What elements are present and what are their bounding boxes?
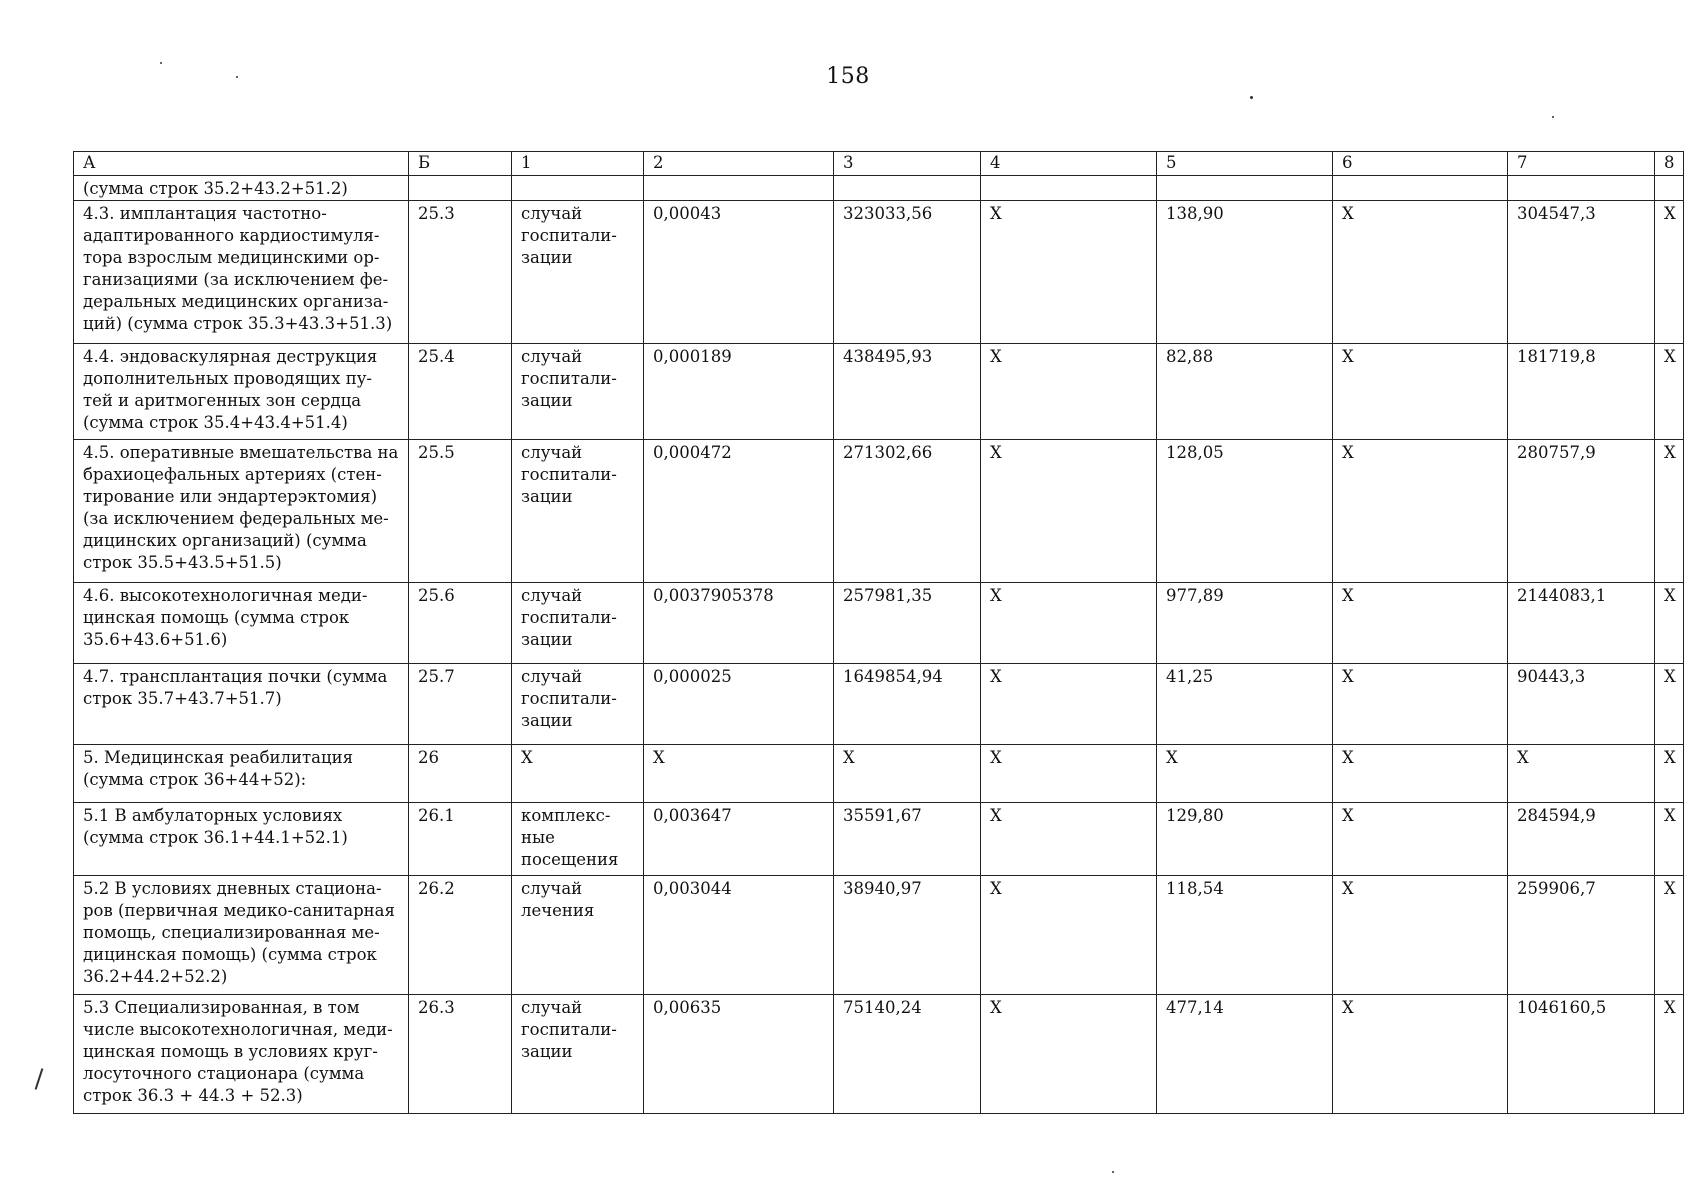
row-value: Х xyxy=(981,745,1157,803)
row-value xyxy=(644,176,834,201)
row-value: Х xyxy=(1655,201,1684,344)
row-value: 438495,93 xyxy=(834,344,981,440)
table-row xyxy=(74,876,1684,995)
row-value: 0,003044 xyxy=(644,876,834,995)
row-value: Х xyxy=(1508,745,1655,803)
table-row xyxy=(74,664,1684,745)
row-value: Х xyxy=(1655,344,1684,440)
table-row xyxy=(74,176,1684,201)
header-cell: Б xyxy=(409,152,512,176)
row-value: Х xyxy=(1333,583,1508,664)
row-value: Х xyxy=(1333,745,1508,803)
row-value: Х xyxy=(1157,745,1333,803)
row-unit: случай госпитали- зации xyxy=(512,664,644,745)
row-value: 1046160,5 xyxy=(1508,995,1655,1114)
header-cell: 4 xyxy=(981,152,1157,176)
row-code: 26.1 xyxy=(409,803,512,876)
row-value: 118,54 xyxy=(1157,876,1333,995)
row-value: Х xyxy=(981,803,1157,876)
row-value: 181719,8 xyxy=(1508,344,1655,440)
row-value: Х xyxy=(1655,803,1684,876)
row-value: Х xyxy=(1333,664,1508,745)
row-value: Х xyxy=(1333,344,1508,440)
row-value: 138,90 xyxy=(1157,201,1333,344)
row-code: 25.7 xyxy=(409,664,512,745)
table-row xyxy=(74,201,1684,344)
row-value: Х xyxy=(1333,876,1508,995)
row-label: 5. Медицинская реабилитация (сумма строк 36+44+52): xyxy=(74,745,409,803)
row-label: 5.3 Специализированная, в том числе высокотехнологичная, меди- цинская помощь в условиях круг- лосуточного стационара (сумма строк 36.3 + 44.3 + 52.3) xyxy=(74,995,409,1114)
row-value: Х xyxy=(1655,995,1684,1114)
row-code: 26.2 xyxy=(409,876,512,995)
row-value: Х xyxy=(644,745,834,803)
header-cell: А xyxy=(74,152,409,176)
header-cell: 7 xyxy=(1508,152,1655,176)
row-value: Х xyxy=(1333,803,1508,876)
row-code: 25.5 xyxy=(409,440,512,583)
row-value: 271302,66 xyxy=(834,440,981,583)
scan-speck xyxy=(236,76,238,78)
row-value: Х xyxy=(834,745,981,803)
row-code: 25.6 xyxy=(409,583,512,664)
row-unit: случай госпитали- зации xyxy=(512,583,644,664)
row-value: 0,003647 xyxy=(644,803,834,876)
row-unit: случай госпитали- зации xyxy=(512,440,644,583)
row-value: 304547,3 xyxy=(1508,201,1655,344)
row-unit: комплекс- ные посещения xyxy=(512,803,644,876)
row-unit: случай госпитали- зации xyxy=(512,201,644,344)
row-label: 4.4. эндоваскулярная деструкция дополнительных проводящих пу- тей и аритмогенных зон сердца (сумма строк 35.4+43.4+51.4) xyxy=(74,344,409,440)
row-code: 25.3 xyxy=(409,201,512,344)
row-value: 284594,9 xyxy=(1508,803,1655,876)
row-value: 2144083,1 xyxy=(1508,583,1655,664)
row-value: Х xyxy=(981,876,1157,995)
row-code: 25.4 xyxy=(409,344,512,440)
row-value: 280757,9 xyxy=(1508,440,1655,583)
row-value xyxy=(1508,176,1655,201)
row-label: (сумма строк 35.2+43.2+51.2) xyxy=(74,176,409,201)
row-value xyxy=(1655,176,1684,201)
row-value: 257981,35 xyxy=(834,583,981,664)
row-value xyxy=(1157,176,1333,201)
scan-speck xyxy=(1250,96,1253,99)
row-value: 41,25 xyxy=(1157,664,1333,745)
row-unit: случай госпитали- зации xyxy=(512,344,644,440)
row-value: Х xyxy=(1655,583,1684,664)
row-value: Х xyxy=(1333,440,1508,583)
row-value: 0,0037905378 xyxy=(644,583,834,664)
header-cell: 5 xyxy=(1157,152,1333,176)
data-table xyxy=(73,151,1684,1114)
header-cell: 8 xyxy=(1655,152,1684,176)
header-cell: 1 xyxy=(512,152,644,176)
row-value: Х xyxy=(981,440,1157,583)
row-value: 0,000025 xyxy=(644,664,834,745)
row-value: 35591,67 xyxy=(834,803,981,876)
row-value: 0,00635 xyxy=(644,995,834,1114)
row-value xyxy=(981,176,1157,201)
row-label: 4.6. высокотехнологичная меди- цинская помощь (сумма строк 35.6+43.6+51.6) xyxy=(74,583,409,664)
row-value: Х xyxy=(981,201,1157,344)
header-cell: 6 xyxy=(1333,152,1508,176)
page-number: 158 xyxy=(826,64,870,89)
table-row xyxy=(74,344,1684,440)
header-row xyxy=(74,152,1684,176)
row-unit: Х xyxy=(512,745,644,803)
row-value: 90443,3 xyxy=(1508,664,1655,745)
row-value: Х xyxy=(1333,201,1508,344)
row-value: 1649854,94 xyxy=(834,664,981,745)
row-value xyxy=(1333,176,1508,201)
table-row xyxy=(74,583,1684,664)
row-value: 977,89 xyxy=(1157,583,1333,664)
row-value: Х xyxy=(1655,876,1684,995)
row-value: 0,000189 xyxy=(644,344,834,440)
row-unit: случай лечения xyxy=(512,876,644,995)
row-value: 38940,97 xyxy=(834,876,981,995)
row-value: Х xyxy=(981,344,1157,440)
row-unit: случай госпитали- зации xyxy=(512,995,644,1114)
row-value: 259906,7 xyxy=(1508,876,1655,995)
table-row xyxy=(74,745,1684,803)
header-cell: 3 xyxy=(834,152,981,176)
row-value: 82,88 xyxy=(1157,344,1333,440)
scan-speck xyxy=(35,1068,44,1090)
row-label: 4.3. имплантация частотно- адаптированного кардиостимуля- тора взрослым медицинскими ор- ганизациями (за исключением фе- деральных медицинских организа- ций) (сумма строк 35.3+43.3+51.3) xyxy=(74,201,409,344)
header-cell: 2 xyxy=(644,152,834,176)
row-value: Х xyxy=(1333,995,1508,1114)
table-row xyxy=(74,995,1684,1114)
table-row xyxy=(74,440,1684,583)
row-unit xyxy=(512,176,644,201)
row-value: Х xyxy=(981,995,1157,1114)
row-code xyxy=(409,176,512,201)
row-label: 5.1 В амбулаторных условиях (сумма строк 36.1+44.1+52.1) xyxy=(74,803,409,876)
row-value: Х xyxy=(981,664,1157,745)
row-value: Х xyxy=(1655,745,1684,803)
row-code: 26 xyxy=(409,745,512,803)
row-value: 128,05 xyxy=(1157,440,1333,583)
row-value: 0,00043 xyxy=(644,201,834,344)
row-value: 0,000472 xyxy=(644,440,834,583)
row-value: Х xyxy=(981,583,1157,664)
row-value: Х xyxy=(1655,664,1684,745)
scan-speck xyxy=(1552,116,1554,118)
row-code: 26.3 xyxy=(409,995,512,1114)
row-value xyxy=(834,176,981,201)
row-label: 4.7. трансплантация почки (сумма строк 35.7+43.7+51.7) xyxy=(74,664,409,745)
row-value: 323033,56 xyxy=(834,201,981,344)
row-value: 129,80 xyxy=(1157,803,1333,876)
row-value: 477,14 xyxy=(1157,995,1333,1114)
scan-speck xyxy=(160,62,162,64)
row-value: Х xyxy=(1655,440,1684,583)
table-row xyxy=(74,803,1684,876)
row-value: 75140,24 xyxy=(834,995,981,1114)
row-label: 4.5. оперативные вмешательства на брахиоцефальных артериях (стен- тирование или эндартерэктомия) (за исключением федеральных ме- дицинских организаций) (сумма строк 35.5+43.5+51.5) xyxy=(74,440,409,583)
row-label: 5.2 В условиях дневных стациона- ров (первичная медико-санитарная помощь, специализированная ме- дицинская помощь) (сумма строк 36.2+44.2+52.2) xyxy=(74,876,409,995)
scan-speck xyxy=(1112,1171,1114,1173)
